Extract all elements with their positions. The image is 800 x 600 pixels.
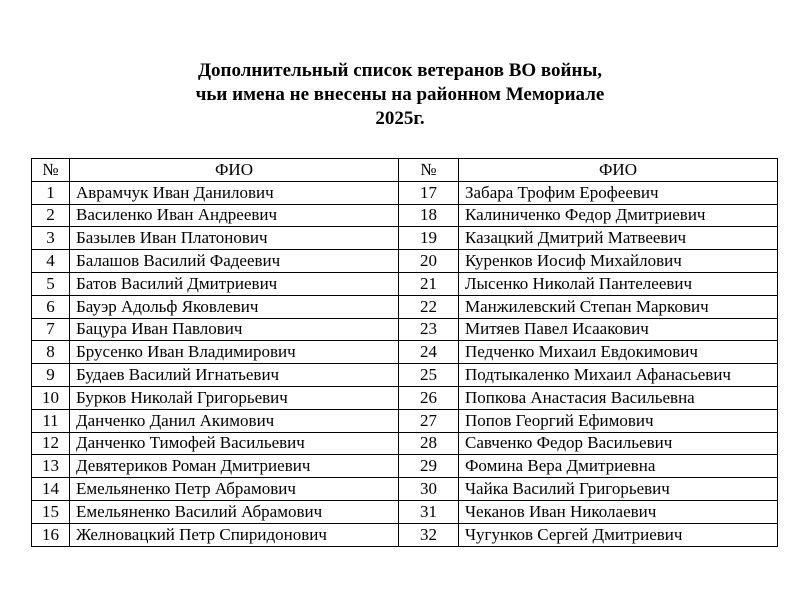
row-name-right: Чеканов Иван Николаевич — [459, 500, 778, 523]
row-number-left: 12 — [32, 432, 70, 455]
row-name-left: Бурков Николай Григорьевич — [70, 386, 399, 409]
row-number-left: 16 — [32, 523, 70, 546]
row-name-right: Савченко Федор Васильевич — [459, 432, 778, 455]
row-number-right: 24 — [399, 341, 459, 364]
row-number-left: 15 — [32, 500, 70, 523]
row-number-left: 7 — [32, 318, 70, 341]
table-row — [32, 181, 778, 204]
row-name-left: Брусенко Иван Владимирович — [70, 341, 399, 364]
row-name-right: Попкова Анастасия Васильевна — [459, 386, 778, 409]
row-number-right: 28 — [399, 432, 459, 455]
header-name-left: ФИО — [70, 159, 399, 182]
row-number-right: 19 — [399, 227, 459, 250]
row-name-right: Калиниченко Федор Дмитриевич — [459, 204, 778, 227]
header-number-right: № — [399, 159, 459, 182]
row-number-right: 20 — [399, 250, 459, 273]
row-number-right: 18 — [399, 204, 459, 227]
row-number-left: 1 — [32, 181, 70, 204]
row-name-right: Чайка Василий Григорьевич — [459, 478, 778, 501]
row-number-right: 30 — [399, 478, 459, 501]
row-name-left: Бацура Иван Павлович — [70, 318, 399, 341]
table-row — [32, 204, 778, 227]
row-name-right: Фомина Вера Дмитриевна — [459, 455, 778, 478]
row-name-right: Подтыкаленко Михаил Афанасьевич — [459, 364, 778, 387]
row-name-left: Бауэр Адольф Яковлевич — [70, 295, 399, 318]
row-number-left: 5 — [32, 272, 70, 295]
table-row — [32, 318, 778, 341]
title-line-1: Дополнительный список ветеранов ВО войны, — [197, 60, 603, 81]
row-number-left: 14 — [32, 478, 70, 501]
row-name-left: Данченко Тимофей Васильевич — [70, 432, 399, 455]
row-name-right: Куренков Иосиф Михайлович — [459, 250, 778, 273]
row-number-right: 29 — [399, 455, 459, 478]
document-title — [0, 59, 800, 131]
table-body — [32, 181, 778, 546]
title-line-2: чьи имена не внесены на районном Мемориале — [195, 84, 605, 105]
row-number-left: 10 — [32, 386, 70, 409]
row-number-right: 21 — [399, 272, 459, 295]
row-name-right: Казацкий Дмитрий Матвеевич — [459, 227, 778, 250]
row-name-right: Педченко Михаил Евдокимович — [459, 341, 778, 364]
title-line-3: 2025г. — [375, 108, 425, 129]
row-name-left: Аврамчук Иван Данилович — [70, 181, 399, 204]
table-row — [32, 250, 778, 273]
row-number-left: 13 — [32, 455, 70, 478]
row-name-left: Данченко Данил Акимович — [70, 409, 399, 432]
table-row — [32, 455, 778, 478]
table-row — [32, 227, 778, 250]
row-name-left: Батов Василий Дмитриевич — [70, 272, 399, 295]
table-header-row — [32, 159, 778, 182]
table-row — [32, 341, 778, 364]
row-name-right: Чугунков Сергей Дмитриевич — [459, 523, 778, 546]
table-row — [32, 364, 778, 387]
row-name-right: Манжилевский Степан Маркович — [459, 295, 778, 318]
row-number-right: 32 — [399, 523, 459, 546]
veterans-table — [31, 158, 778, 547]
table-row — [32, 478, 778, 501]
row-name-left: Девятериков Роман Дмитриевич — [70, 455, 399, 478]
row-name-right: Забара Трофим Ерофеевич — [459, 181, 778, 204]
header-name-right: ФИО — [459, 159, 778, 182]
row-number-left: 3 — [32, 227, 70, 250]
table-row — [32, 432, 778, 455]
row-name-left: Емельяненко Петр Абрамович — [70, 478, 399, 501]
row-name-right: Лысенко Николай Пантелеевич — [459, 272, 778, 295]
row-number-left: 11 — [32, 409, 70, 432]
row-number-right: 22 — [399, 295, 459, 318]
row-name-left: Емельяненко Василий Абрамович — [70, 500, 399, 523]
row-number-right: 23 — [399, 318, 459, 341]
row-name-left: Базылев Иван Платонович — [70, 227, 399, 250]
row-number-left: 9 — [32, 364, 70, 387]
table-row — [32, 295, 778, 318]
table-row — [32, 523, 778, 546]
row-number-right: 27 — [399, 409, 459, 432]
row-name-left: Желновацкий Петр Спиридонович — [70, 523, 399, 546]
row-number-right: 31 — [399, 500, 459, 523]
row-number-right: 17 — [399, 181, 459, 204]
row-number-left: 4 — [32, 250, 70, 273]
header-number-left: № — [32, 159, 70, 182]
table-row — [32, 386, 778, 409]
row-number-left: 2 — [32, 204, 70, 227]
table-row — [32, 409, 778, 432]
row-number-left: 6 — [32, 295, 70, 318]
row-number-right: 26 — [399, 386, 459, 409]
row-number-right: 25 — [399, 364, 459, 387]
row-name-left: Балашов Василий Фадеевич — [70, 250, 399, 273]
row-name-left: Василенко Иван Андреевич — [70, 204, 399, 227]
table-row — [32, 272, 778, 295]
table-row — [32, 500, 778, 523]
row-name-right: Митяев Павел Исаакович — [459, 318, 778, 341]
row-name-left: Будаев Василий Игнатьевич — [70, 364, 399, 387]
row-name-right: Попов Георгий Ефимович — [459, 409, 778, 432]
row-number-left: 8 — [32, 341, 70, 364]
